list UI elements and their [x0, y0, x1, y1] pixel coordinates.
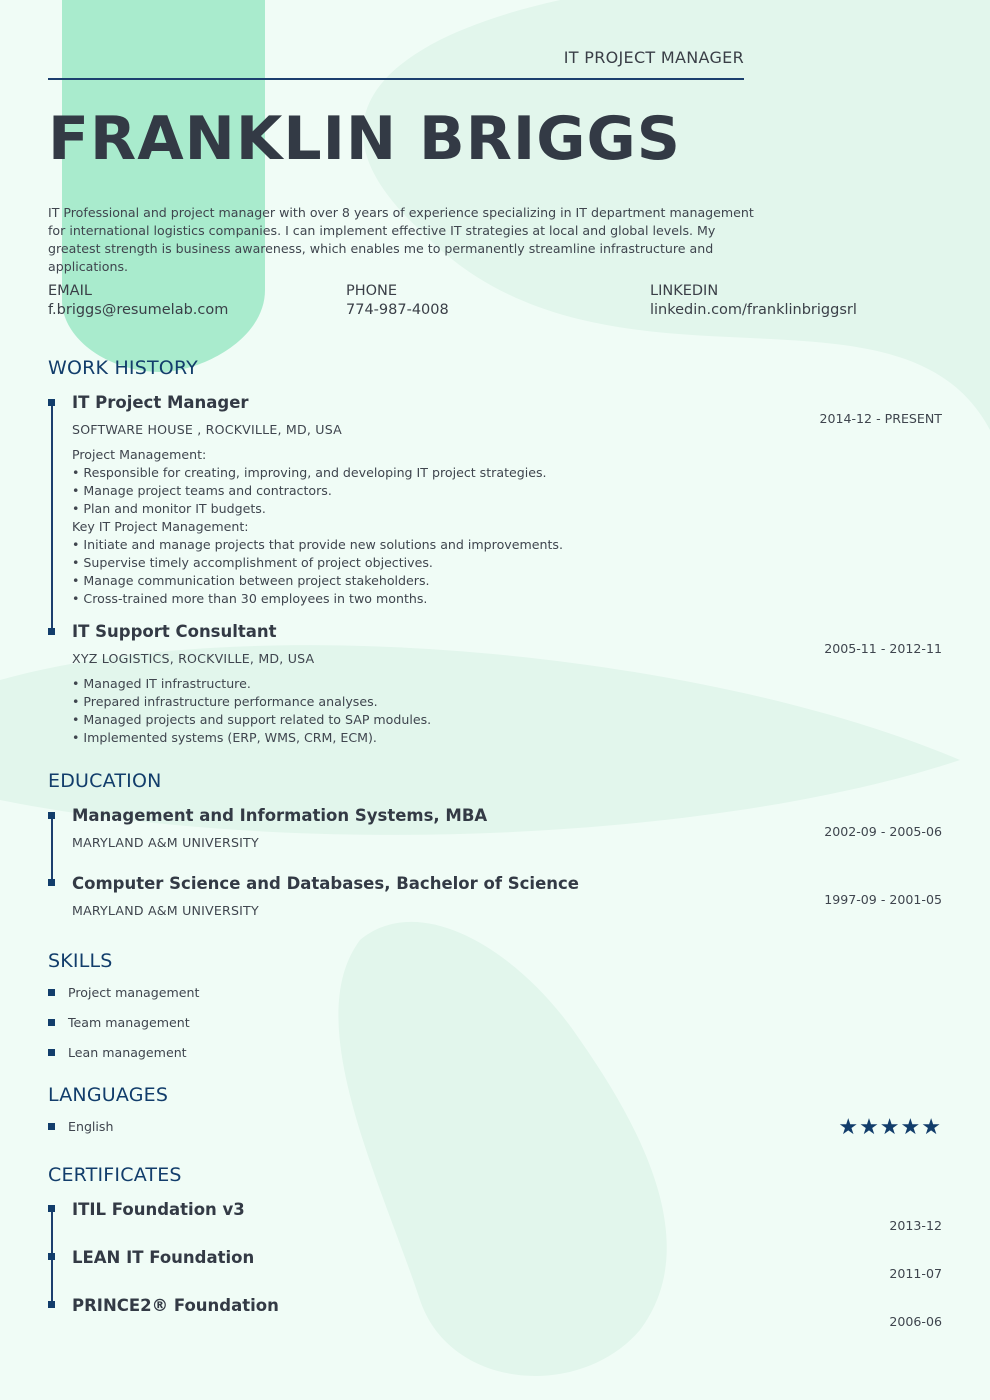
job-title: IT Support Consultant	[72, 622, 277, 641]
education-degree: Computer Science and Databases, Bachelor of Science	[72, 874, 579, 893]
job-description-line: • Initiate and manage projects that provide new solutions and improvements.	[72, 537, 563, 552]
star-icon: ★	[900, 1115, 922, 1140]
skill-bullet-icon	[48, 1049, 55, 1056]
contact-phone	[346, 283, 449, 318]
job-description	[72, 675, 431, 747]
job-description-line: Key IT Project Management:	[72, 519, 249, 534]
section-heading-education: EDUCATION	[48, 770, 162, 792]
language-bullet-icon	[48, 1123, 55, 1130]
timeline-marker	[48, 399, 55, 406]
job-title: IT Project Manager	[72, 393, 249, 412]
job-description-line: • Manage communication between project stakeholders.	[72, 573, 430, 588]
job-description-line: • Responsible for creating, improving, and developing IT project strategies.	[72, 465, 547, 480]
candidate-name: FRANKLIN BRIGGS	[48, 104, 681, 174]
job-description-line: • Prepared infrastructure performance analyses.	[72, 694, 378, 709]
job-entry	[72, 622, 431, 747]
job-description-line: • Plan and monitor IT budgets.	[72, 501, 266, 516]
timeline-marker	[48, 628, 55, 635]
job-description-line: Project Management:	[72, 447, 207, 462]
skill-bullet-icon	[48, 989, 55, 996]
linkedin-value[interactable]: linkedin.com/franklinbriggsrl	[650, 302, 857, 318]
header-divider	[48, 78, 744, 80]
phone-value[interactable]: 774-987-4008	[346, 302, 449, 318]
job-description-line: • Supervise timely accomplishment of project objectives.	[72, 555, 433, 570]
job-description-line: • Manage project teams and contractors.	[72, 483, 332, 498]
email-label: EMAIL	[48, 283, 92, 299]
job-company: SOFTWARE HOUSE , ROCKVILLE, MD, USA	[72, 422, 342, 437]
star-icon: ★	[879, 1115, 901, 1140]
timeline-marker	[48, 879, 55, 886]
job-description	[72, 446, 563, 608]
certificate-date: 2013-12	[889, 1218, 942, 1233]
email-value[interactable]: f.briggs@resumelab.com	[48, 302, 229, 318]
contact-email	[48, 283, 228, 318]
certificate-date: 2011-07	[889, 1266, 942, 1281]
job-description-line: • Cross-trained more than 30 employees in two months.	[72, 591, 428, 606]
language-rating-stars-icon	[838, 1115, 942, 1140]
education-school: MARYLAND A&M UNIVERSITY	[72, 903, 259, 918]
education-entry	[72, 874, 579, 918]
work-timeline-line	[51, 402, 53, 634]
header-job-title: IT PROJECT MANAGER	[563, 48, 744, 67]
certificate-name: PRINCE2® Foundation	[72, 1296, 279, 1315]
language-name: English	[68, 1119, 114, 1134]
job-description-line: • Implemented systems (ERP, WMS, CRM, ECM).	[72, 730, 377, 745]
certificate-name: ITIL Foundation v3	[72, 1200, 245, 1219]
job-company: XYZ LOGISTICS, ROCKVILLE, MD, USA	[72, 651, 315, 666]
section-heading-skills: SKILLS	[48, 950, 113, 972]
timeline-marker	[48, 1253, 55, 1260]
section-heading-work-history: WORK HISTORY	[48, 357, 198, 379]
star-icon: ★	[859, 1115, 880, 1140]
certificate-name: LEAN IT Foundation	[72, 1248, 255, 1267]
job-entry	[72, 393, 563, 608]
education-dates: 1997-09 - 2001-05	[824, 892, 942, 907]
job-dates: 2014-12 - PRESENT	[819, 411, 942, 426]
star-icon: ★	[838, 1115, 860, 1140]
education-dates: 2002-09 - 2005-06	[824, 824, 942, 839]
education-school: MARYLAND A&M UNIVERSITY	[72, 835, 259, 850]
education-entry	[72, 806, 487, 850]
star-icon: ★	[921, 1115, 942, 1140]
job-dates: 2005-11 - 2012-11	[824, 641, 942, 656]
certificate-date: 2006-06	[889, 1314, 942, 1329]
timeline-marker	[48, 812, 55, 819]
contact-linkedin	[650, 283, 857, 318]
skill-bullet-icon	[48, 1019, 55, 1026]
skill-item: Project management	[68, 985, 200, 1000]
timeline-marker	[48, 1205, 55, 1212]
timeline-marker	[48, 1301, 55, 1308]
linkedin-label: LINKEDIN	[650, 283, 719, 299]
job-description-line: • Managed projects and support related to SAP modules.	[72, 712, 432, 727]
section-heading-languages: LANGUAGES	[48, 1084, 169, 1106]
education-degree: Management and Information Systems, MBA	[72, 806, 488, 825]
skill-item: Lean management	[68, 1045, 187, 1060]
profile-summary: IT Professional and project manager with over 8 years of experience specializing in IT department management for international logistics companies. I can implement effective IT strategies at local and global levels. My greatest strength is business awareness, which enables me to permanently streamline infrastructure and applications.	[48, 205, 754, 274]
section-heading-certificates: CERTIFICATES	[48, 1164, 182, 1186]
phone-label: PHONE	[346, 283, 398, 299]
education-timeline-line	[51, 815, 53, 885]
job-description-line: • Managed IT infrastructure.	[72, 676, 251, 691]
skill-item: Team management	[68, 1015, 190, 1030]
